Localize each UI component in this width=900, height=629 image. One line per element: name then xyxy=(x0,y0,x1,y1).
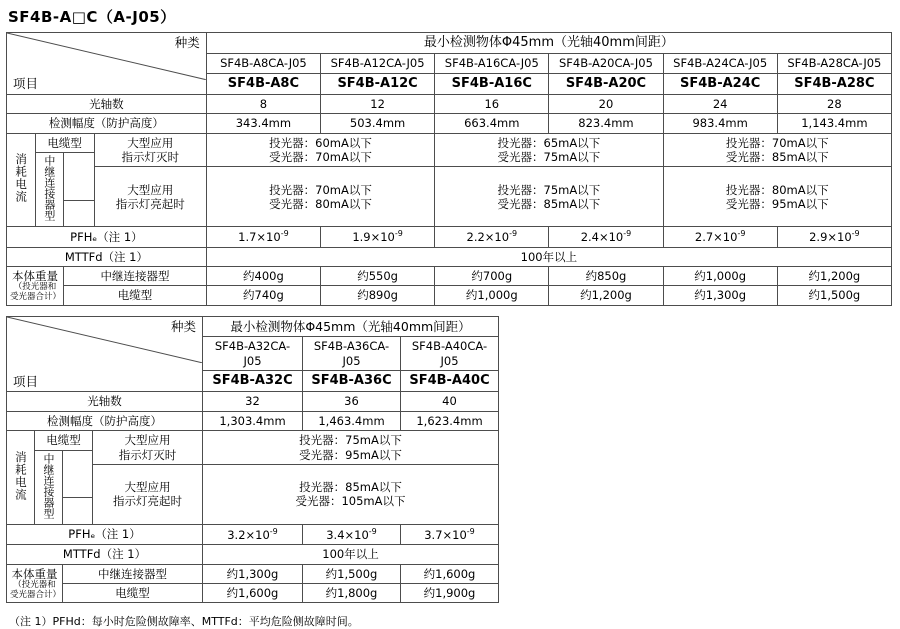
kind-label: 种类 xyxy=(174,35,200,50)
model-connector-1: SF4B-A8CA-J05 xyxy=(206,54,320,73)
table-row xyxy=(7,545,499,564)
pfhd-5: $2.7\times 10^{-9}$ xyxy=(663,227,777,247)
table-row xyxy=(7,114,892,133)
row-label-cable-type-c xyxy=(64,200,95,227)
detection-range-1: 343.4mm xyxy=(206,114,320,133)
kind-label: 种类 xyxy=(170,318,196,334)
model-connector-1: SF4B-A32CA-J05 xyxy=(203,337,303,371)
current-off-group-3: 投光器：70mA以下 受光器：85mA以下 xyxy=(663,133,891,167)
beam-count-3: 16 xyxy=(435,94,549,113)
mttfd-value: 100年以上 xyxy=(203,545,499,564)
item-label: 项目 xyxy=(13,76,39,92)
detection-header: 最小检测物体Φ45mm（光轴40mm间距） xyxy=(206,33,891,54)
row-label-cable-type-a: 电缆型 xyxy=(35,431,93,450)
table-row xyxy=(7,33,892,54)
item-label: 项目 xyxy=(13,373,39,389)
weight-cable-6: 约1,500g xyxy=(777,286,891,305)
row-label-large-app-off: 大型应用 指示灯灭时 xyxy=(94,133,206,167)
model-connector-6: SF4B-A28CA-J05 xyxy=(777,54,891,73)
row-label-cable-type-a: 电缆型 xyxy=(35,133,94,152)
weight-connector-6: 约1,200g xyxy=(777,266,891,285)
table-row xyxy=(7,167,892,200)
table-row xyxy=(7,227,892,247)
row-label-detection-range: 检测幅度（防护高度） xyxy=(7,411,203,430)
weight-cable-1: 约1,600g xyxy=(203,584,303,603)
beam-count-2: 12 xyxy=(321,94,435,113)
weight-connector-2: 约550g xyxy=(321,266,435,285)
spec-table-1 xyxy=(6,32,892,306)
model-cable-3: SF4B-A16C xyxy=(435,73,549,94)
header-corner-cell-2 xyxy=(7,316,203,392)
model-cable-1: SF4B-A8C xyxy=(206,73,320,94)
weight-connector-1: 约1,300g xyxy=(203,564,303,583)
weight-cable-5: 约1,300g xyxy=(663,286,777,305)
model-cable-1: SF4B-A32C xyxy=(203,371,303,392)
mttfd-value: 100年以上 xyxy=(206,247,891,266)
beam-count-5: 24 xyxy=(663,94,777,113)
model-connector-2: SF4B-A12CA-J05 xyxy=(321,54,435,73)
row-label-large-app-on: 大型应用 指示灯亮起时 xyxy=(93,464,203,524)
beam-count-4: 20 xyxy=(549,94,663,113)
weight-connector-2: 约1,500g xyxy=(303,564,401,583)
footnote: （注 1）PFHd：每小时危险侧故障率、MTTFd：平均危险侧故障时间。 xyxy=(9,615,359,629)
weight-connector-4: 约850g xyxy=(549,266,663,285)
pfhd-3: $2.2\times 10^{-9}$ xyxy=(435,227,549,247)
row-label-weight: 本体重量 （投光器和受光器合计） xyxy=(7,266,64,305)
current-off-group-1: 投光器：60mA以下 受光器：70mA以下 xyxy=(206,133,434,167)
row-label-cable-type-c xyxy=(63,498,93,525)
model-cable-3: SF4B-A40C xyxy=(401,371,499,392)
weight-connector-3: 约700g xyxy=(435,266,549,285)
model-connector-3: SF4B-A40CA-J05 xyxy=(401,337,499,371)
row-label-consumption xyxy=(7,431,35,525)
row-label-weight: 本体重量 （投光器和受光器合计） xyxy=(7,564,63,603)
row-label-cable-type-b xyxy=(63,450,93,498)
beam-count-6: 28 xyxy=(777,94,891,113)
current-off-group-2: 投光器：65mA以下 受光器：75mA以下 xyxy=(435,133,663,167)
current-on-group-2: 投光器：75mA以下 受光器：85mA以下 xyxy=(435,167,663,227)
row-label-cable-type-b xyxy=(64,153,95,201)
row-label-beam-count: 光轴数 xyxy=(7,94,207,113)
weight-cable-1: 约740g xyxy=(206,286,320,305)
table-row xyxy=(7,564,499,583)
model-connector-4: SF4B-A20CA-J05 xyxy=(549,54,663,73)
beam-count-1: 8 xyxy=(206,94,320,113)
row-label-consumption xyxy=(7,133,36,227)
beam-count-3: 40 xyxy=(401,392,499,411)
table-row xyxy=(7,584,499,603)
spec-table-2 xyxy=(6,316,499,604)
row-label-weight-cable: 电缆型 xyxy=(64,286,207,305)
detection-range-3: 663.4mm xyxy=(435,114,549,133)
current-on-group: 投光器：85mA以下 受光器：105mA以下 xyxy=(203,464,499,524)
table-row xyxy=(7,392,499,411)
model-cable-6: SF4B-A28C xyxy=(777,73,891,94)
model-cable-2: SF4B-A36C xyxy=(303,371,401,392)
beam-count-2: 36 xyxy=(303,392,401,411)
table-row xyxy=(7,286,892,305)
weight-cable-3: 约1,900g xyxy=(401,584,499,603)
table-row xyxy=(7,266,892,285)
row-label-large-app-on: 大型应用 指示灯亮起时 xyxy=(94,167,206,227)
weight-cable-2: 约1,800g xyxy=(303,584,401,603)
page-title: SF4B-A□C（A-J05） xyxy=(8,8,176,26)
detection-range-5: 983.4mm xyxy=(663,114,777,133)
detection-range-2: 503.4mm xyxy=(321,114,435,133)
table-row xyxy=(7,94,892,113)
row-label-beam-count: 光轴数 xyxy=(7,392,203,411)
row-label-mttfd: MTTFd（注 1） xyxy=(7,545,203,564)
row-label-weight-cable: 电缆型 xyxy=(63,584,203,603)
header-corner-cell xyxy=(7,33,207,95)
beam-count-1: 32 xyxy=(203,392,303,411)
model-cable-5: SF4B-A24C xyxy=(663,73,777,94)
row-label-connector-vertical: 中继连接器型 xyxy=(35,153,64,227)
model-cable-2: SF4B-A12C xyxy=(321,73,435,94)
pfhd-3: $3.7\times 10^{-9}$ xyxy=(401,524,499,544)
weight-connector-5: 约1,000g xyxy=(663,266,777,285)
current-on-group-3: 投光器：80mA以下 受光器：95mA以下 xyxy=(663,167,891,227)
current-on-group-1: 投光器：70mA以下 受光器：80mA以下 xyxy=(206,167,434,227)
weight-connector-1: 约400g xyxy=(206,266,320,285)
model-cable-4: SF4B-A20C xyxy=(549,73,663,94)
table-row xyxy=(7,431,499,450)
row-label-connector-vertical: 中继连接器型 xyxy=(35,450,63,524)
model-connector-5: SF4B-A24CA-J05 xyxy=(663,54,777,73)
table-row xyxy=(7,524,499,544)
weight-cable-2: 约890g xyxy=(321,286,435,305)
table-row xyxy=(7,411,499,430)
row-label-pfhd: PFHₑ（注 1） xyxy=(7,524,203,544)
pfhd-2: $3.4\times 10^{-9}$ xyxy=(303,524,401,544)
detection-range-4: 823.4mm xyxy=(549,114,663,133)
current-off-group: 投光器：75mA以下 受光器：95mA以下 xyxy=(203,431,499,465)
detection-range-2: 1,463.4mm xyxy=(303,411,401,430)
weight-connector-3: 约1,600g xyxy=(401,564,499,583)
row-label-mttfd: MTTFd（注 1） xyxy=(7,247,207,266)
detection-header-2: 最小检测物体Φ45mm（光轴40mm间距） xyxy=(203,316,499,337)
pfhd-2: $1.9\times 10^{-9}$ xyxy=(321,227,435,247)
row-label-pfhd: PFHₑ（注 1） xyxy=(7,227,207,247)
row-label-large-app-off: 大型应用 指示灯灭时 xyxy=(93,431,203,465)
pfhd-6: $2.9\times 10^{-9}$ xyxy=(777,227,891,247)
table-row xyxy=(7,133,892,152)
weight-cable-3: 约1,000g xyxy=(435,286,549,305)
table-row xyxy=(7,316,499,337)
pfhd-4: $2.4\times 10^{-9}$ xyxy=(549,227,663,247)
consumption-label: 消耗电流 xyxy=(14,153,29,204)
detection-range-6: 1,143.4mm xyxy=(777,114,891,133)
weight-cable-4: 约1,200g xyxy=(549,286,663,305)
pfhd-1: $1.7\times 10^{-9}$ xyxy=(206,227,320,247)
detection-range-1: 1,303.4mm xyxy=(203,411,303,430)
row-label-detection-range: 检测幅度（防护高度） xyxy=(7,114,207,133)
table-row xyxy=(7,247,892,266)
row-label-weight-connector: 中继连接器型 xyxy=(63,564,203,583)
consumption-label: 消耗电流 xyxy=(13,450,28,501)
detection-range-3: 1,623.4mm xyxy=(401,411,499,430)
model-connector-2: SF4B-A36CA-J05 xyxy=(303,337,401,371)
row-label-weight-connector: 中继连接器型 xyxy=(64,266,207,285)
model-connector-3: SF4B-A16CA-J05 xyxy=(435,54,549,73)
pfhd-1: $3.2\times 10^{-9}$ xyxy=(203,524,303,544)
